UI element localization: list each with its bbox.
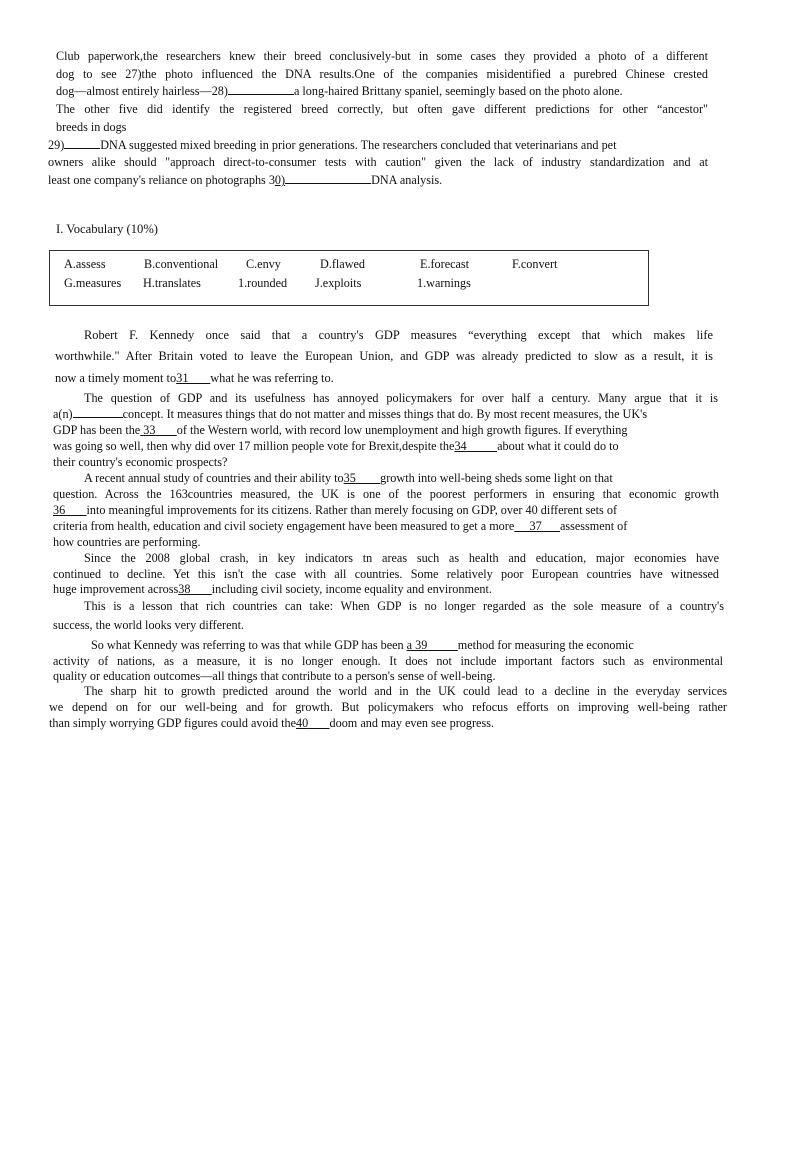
passage-line: quality or education outcomes—all things that contribute to a person's sense of well-being. [53,669,496,683]
passage-line: activity of nations, as a measure, it is no longer enough. It does not include important factors such as environmental [53,654,723,668]
passage-line: we depend on for our well-being and for growth. But policymakers who refocus efforts on improving well-being rather [49,700,727,714]
passage-top-line [48,137,708,153]
answer-blank-35[interactable] [344,471,381,485]
passage-line [53,502,617,518]
answer-blank-38[interactable] [178,582,212,596]
passage-line: their country's economic prospects? [53,455,228,469]
text-segment: of the Western world, with record low unemployment and high growth figures. If everything [176,423,628,437]
text-segment: method for measuring the economic [457,638,634,652]
text-segment: So what Kennedy was referring to was that while GDP has been [91,638,404,652]
passage-line [53,406,647,422]
answer-blank-37[interactable] [514,519,560,533]
answer-blank-32[interactable] [73,406,123,418]
passage-line: continued to decline. Yet this isn't the case with all countries. Some relatively poor European countries have witnessed [53,567,719,581]
answer-blank-31[interactable] [176,371,210,385]
blank-number: a 39 [406,638,428,652]
text-segment: what he was referring to. [210,371,334,385]
answer-blank-34[interactable] [454,439,497,453]
text-segment: than simply worrying GDP figures could avoid the [49,716,296,730]
passage-line [55,370,334,386]
text-segment: DNA suggested mixed breeding in prior generations. The researchers concluded that veterinarians and pet [100,138,617,152]
option-g: G.measures [64,276,122,290]
option-b: B.conventional [144,257,219,271]
option-a: A.assess [64,257,106,271]
passage-top-line [56,83,708,99]
passage-top-line: owners alike should "approach direct-to-consumer tests with caution" given the lack of industry standardization and at [48,155,708,169]
passage-line [84,470,613,486]
blank-number: 36 [53,503,66,517]
passage-line: Robert F. Kennedy once said that a country's GDP measures “everything except that which makes life [84,328,713,342]
passage-line [53,581,492,597]
text-segment: about what it could do to [497,439,619,453]
text-segment: huge improvement across [53,582,179,596]
passage-line [53,518,627,534]
passage-top-line: dog to see 27)the photo influenced the DNA results.One of the companies misidentified a purebred Chinese crested [56,67,708,81]
option-i: 1.rounded [238,276,288,290]
text-segment: 0) [274,173,286,187]
passage-line: This is a lesson that rich countries can take: When GDP is no longer regarded as the sole measure of a country's [84,599,724,613]
passage-top-line: Club paperwork,the researchers knew their breed conclusively-but in some cases they provided a photo of a different [56,49,708,63]
answer-blank-28[interactable] [228,83,294,95]
text-segment: growth into well-being sheds some light on that [380,471,613,485]
answer-blank-29[interactable] [64,137,100,149]
option-j: J.exploits [315,276,362,290]
passage-top-line: The other five did identify the registered breed correctly, but often gave different predictions for other “ancestor" [56,102,708,116]
answer-blank-33[interactable] [140,423,177,437]
passage-line: Since the 2008 global crash, in key indicators tn areas such as health and education, major economies have [84,551,719,565]
answer-blank-40[interactable] [296,716,330,730]
text-segment: concept. It measures things that do not matter and misses things that do. By most recent measures, the UK's [122,407,648,421]
text-segment: including civil society, income equality and environment. [211,582,492,596]
text-segment: criteria from health, education and civil society engagement have been measured to get a more [53,519,515,533]
text-segment: into meaningful improvements for its citizens. Rather than merely focusing on GDP, over 40 different sets of [86,503,618,517]
blank-number: 35 [343,471,356,485]
passage-line: The sharp hit to growth predicted around the world and in the UK could lead to a decline in the everyday services [84,684,727,698]
passage-line: question. Across the 163countries measured, the UK is one of the poorest performers in ensuring that economic growth [53,487,719,501]
blank-number: 38 [178,582,191,596]
text-segment: DNA analysis. [371,173,443,187]
answer-blank-36[interactable] [53,503,87,517]
text-segment: a(n) [53,407,73,421]
text-segment: dog—almost entirely hairless—28) [56,84,228,98]
blank-number: 31 [176,371,189,385]
option-c: C.envy [246,257,281,271]
text-segment: A recent annual study of countries and their ability to [84,471,344,485]
blank-number: 40 [296,716,309,730]
passage-line [53,438,619,454]
text-segment: a long-haired Brittany spaniel, seemingly based on the photo alone. [293,84,623,98]
text-segment: doom and may even see progress. [329,716,494,730]
text-segment: GDP has been the [53,423,141,437]
passage-line [49,715,494,731]
passage-top-line: breeds in dogs [56,120,127,134]
answer-blank-30[interactable] [285,172,371,184]
passage-line: The question of GDP and its usefulness has annoyed policymakers for over half a century. Many argue that it is [84,391,718,405]
passage-line: how countries are performing. [53,535,201,549]
passage-line [53,422,627,438]
blank-number: 34 [454,439,467,453]
blank-number: 37 [529,519,542,533]
section-title: I. Vocabulary (10%) [56,222,159,236]
passage-top-line [48,172,442,188]
blank-number: 33 [143,423,156,437]
option-k: 1.warnings [417,276,471,290]
passage-line: worthwhile." After Britain voted to leave the European Union, and GDP was already predicted to slow as a result, it is [55,349,713,363]
text-segment: now a timely moment to [55,371,177,385]
option-f: F.convert [512,257,558,271]
text-segment: assessment of [559,519,628,533]
option-d: D.flawed [320,257,366,271]
option-e: E.forecast [420,257,470,271]
option-h: H.translates [143,276,201,290]
text-segment: least one company's reliance on photographs 3 [48,173,275,187]
word-bank-box [49,250,649,306]
passage-line: success, the world looks very different. [53,618,245,632]
answer-blank-39[interactable] [407,638,458,652]
passage-line [91,637,634,653]
text-segment: was going so well, then why did over 17 million people vote for Brexit,despite the [53,439,455,453]
text-segment: 29) [48,138,65,152]
